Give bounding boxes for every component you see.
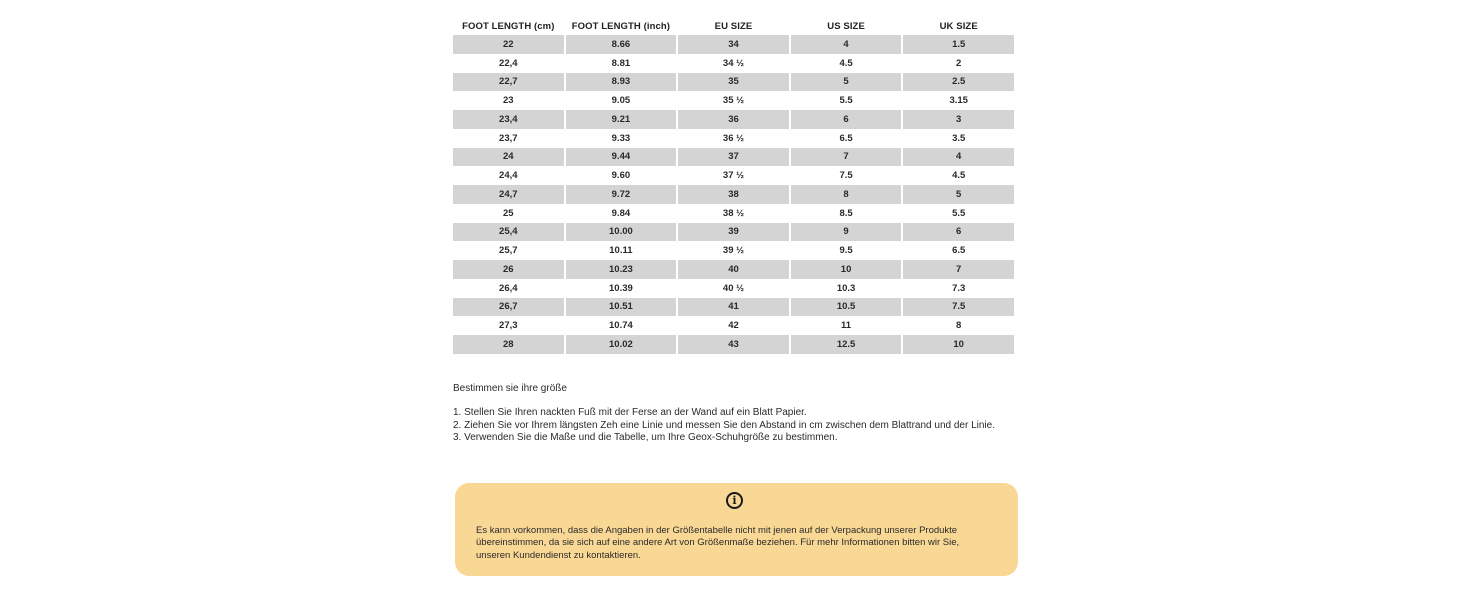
foot-length-inch-cell: 9.60 xyxy=(566,166,677,185)
foot-length-cm-cell: 22,7 xyxy=(453,73,564,92)
table-row xyxy=(453,129,1014,148)
eu-size-cell: 41 xyxy=(678,298,789,317)
eu-size-cell: 37 xyxy=(678,148,789,167)
uk-size-cell: 4.5 xyxy=(903,166,1014,185)
table-row xyxy=(453,110,1014,129)
uk-size-cell: 3.5 xyxy=(903,129,1014,148)
uk-size-cell: 8 xyxy=(903,316,1014,335)
foot-length-inch-cell: 8.81 xyxy=(566,54,677,73)
eu-size-cell: 42 xyxy=(678,316,789,335)
us-size-cell: 10 xyxy=(791,260,902,279)
foot-length-cm-cell: 26,4 xyxy=(453,279,564,298)
us-size-cell: 8 xyxy=(791,185,902,204)
size-instructions xyxy=(453,383,1023,444)
foot-length-inch-cell: 9.21 xyxy=(566,110,677,129)
table-row xyxy=(453,185,1014,204)
us-size-cell: 12.5 xyxy=(791,335,902,354)
table-row xyxy=(453,260,1014,279)
instruction-step: 2. Ziehen Sie vor Ihrem längsten Zeh eine Linie und messen Sie den Abstand in cm zwischen dem Blattrand und der Linie. xyxy=(453,419,995,431)
table-row xyxy=(453,298,1014,317)
foot-length-inch-cell: 9.33 xyxy=(566,129,677,148)
foot-length-inch-cell: 10.00 xyxy=(566,223,677,242)
uk-size-cell: 7 xyxy=(903,260,1014,279)
us-size-cell: 11 xyxy=(791,316,902,335)
size-table-body xyxy=(453,35,1014,354)
notice-box xyxy=(455,483,1018,576)
us-size-cell: 4 xyxy=(791,35,902,54)
foot-length-inch-cell: 10.39 xyxy=(566,279,677,298)
instructions-steps xyxy=(453,407,1023,444)
table-row xyxy=(453,316,1014,335)
table-row xyxy=(453,223,1014,242)
foot-length-cm-cell: 25,4 xyxy=(453,223,564,242)
foot-length-cm-cell: 24 xyxy=(453,148,564,167)
eu-size-cell: 39 xyxy=(678,223,789,242)
foot-length-cm-cell: 27,3 xyxy=(453,316,564,335)
eu-size-cell: 35 xyxy=(678,73,789,92)
eu-size-cell: 40 ½ xyxy=(678,279,789,298)
header-foot-length-cm: FOOT LENGTH (cm) xyxy=(462,20,555,32)
instruction-step: 1. Stellen Sie Ihren nackten Fuß mit der Ferse an der Wand auf ein Blatt Papier. xyxy=(453,407,807,419)
foot-length-cm-cell: 26 xyxy=(453,260,564,279)
uk-size-cell: 7.3 xyxy=(903,279,1014,298)
table-row xyxy=(453,148,1014,167)
foot-length-inch-cell: 8.93 xyxy=(566,73,677,92)
eu-size-cell: 38 xyxy=(678,185,789,204)
table-row xyxy=(453,335,1014,354)
foot-length-cm-cell: 28 xyxy=(453,335,564,354)
foot-length-inch-cell: 9.84 xyxy=(566,204,677,223)
uk-size-cell: 3.15 xyxy=(903,91,1014,110)
table-row xyxy=(453,91,1014,110)
table-row xyxy=(453,241,1014,260)
uk-size-cell: 1.5 xyxy=(903,35,1014,54)
foot-length-cm-cell: 25,7 xyxy=(453,241,564,260)
table-header-row xyxy=(453,17,1014,35)
us-size-cell: 6 xyxy=(791,110,902,129)
foot-length-inch-cell: 10.51 xyxy=(566,298,677,317)
eu-size-cell: 43 xyxy=(678,335,789,354)
foot-length-cm-cell: 26,7 xyxy=(453,298,564,317)
uk-size-cell: 5.5 xyxy=(903,204,1014,223)
info-icon: i xyxy=(726,492,743,509)
table-row xyxy=(453,279,1014,298)
foot-length-cm-cell: 24,4 xyxy=(453,166,564,185)
foot-length-inch-cell: 10.02 xyxy=(566,335,677,354)
us-size-cell: 4.5 xyxy=(791,54,902,73)
foot-length-cm-cell: 22,4 xyxy=(453,54,564,73)
foot-length-inch-cell: 9.44 xyxy=(566,148,677,167)
header-foot-length-inch: FOOT LENGTH (inch) xyxy=(571,20,671,32)
eu-size-cell: 38 ½ xyxy=(678,204,789,223)
instruction-step: 3. Verwenden Sie die Maße und die Tabelle, um Ihre Geox-Schuhgröße zu bestimmen. xyxy=(453,431,838,443)
us-size-cell: 10.3 xyxy=(791,279,902,298)
uk-size-cell: 10 xyxy=(903,335,1014,354)
foot-length-inch-cell: 10.11 xyxy=(566,241,677,260)
eu-size-cell: 34 xyxy=(678,35,789,54)
us-size-cell: 5 xyxy=(791,73,902,92)
eu-size-cell: 35 ½ xyxy=(678,91,789,110)
uk-size-cell: 6.5 xyxy=(903,241,1014,260)
foot-length-cm-cell: 24,7 xyxy=(453,185,564,204)
foot-length-cm-cell: 23,4 xyxy=(453,110,564,129)
foot-length-cm-cell: 22 xyxy=(453,35,564,54)
foot-length-cm-cell: 23,7 xyxy=(453,129,564,148)
foot-length-cm-cell: 25 xyxy=(453,204,564,223)
eu-size-cell: 39 ½ xyxy=(678,241,789,260)
table-row xyxy=(453,35,1014,54)
uk-size-cell: 3 xyxy=(903,110,1014,129)
foot-length-cm-cell: 23 xyxy=(453,91,564,110)
us-size-cell: 8.5 xyxy=(791,204,902,223)
instructions-heading: Bestimmen sie ihre größe xyxy=(453,383,567,394)
eu-size-cell: 40 xyxy=(678,260,789,279)
header-us-size: US SIZE xyxy=(827,20,865,32)
table-row xyxy=(453,73,1014,92)
header-eu-size: EU SIZE xyxy=(714,20,753,32)
us-size-cell: 5.5 xyxy=(791,91,902,110)
uk-size-cell: 6 xyxy=(903,223,1014,242)
us-size-cell: 6.5 xyxy=(791,129,902,148)
uk-size-cell: 4 xyxy=(903,148,1014,167)
us-size-cell: 7.5 xyxy=(791,166,902,185)
us-size-cell: 9 xyxy=(791,223,902,242)
eu-size-cell: 37 ½ xyxy=(678,166,789,185)
foot-length-inch-cell: 10.74 xyxy=(566,316,677,335)
size-chart-table xyxy=(451,17,1016,354)
foot-length-inch-cell: 9.05 xyxy=(566,91,677,110)
us-size-cell: 9.5 xyxy=(791,241,902,260)
eu-size-cell: 36 ½ xyxy=(678,129,789,148)
uk-size-cell: 5 xyxy=(903,185,1014,204)
foot-length-inch-cell: 10.23 xyxy=(566,260,677,279)
foot-length-inch-cell: 9.72 xyxy=(566,185,677,204)
us-size-cell: 7 xyxy=(791,148,902,167)
table-row xyxy=(453,166,1014,185)
uk-size-cell: 2 xyxy=(903,54,1014,73)
notice-text: Es kann vorkommen, dass die Angaben in der Größentabelle nicht mit jenen auf der Verpackung unserer Produkte übereinstimmen, da sie sich auf eine andere Art von Größenmaße beziehen. Für mehr Informationen bitten wir Sie, unseren Kundendienst zu kontaktieren. xyxy=(476,525,960,561)
uk-size-cell: 2.5 xyxy=(903,73,1014,92)
eu-size-cell: 34 ½ xyxy=(678,54,789,73)
header-uk-size: UK SIZE xyxy=(939,20,978,32)
eu-size-cell: 36 xyxy=(678,110,789,129)
table-row xyxy=(453,54,1014,73)
table-row xyxy=(453,204,1014,223)
us-size-cell: 10.5 xyxy=(791,298,902,317)
uk-size-cell: 7.5 xyxy=(903,298,1014,317)
foot-length-inch-cell: 8.66 xyxy=(566,35,677,54)
